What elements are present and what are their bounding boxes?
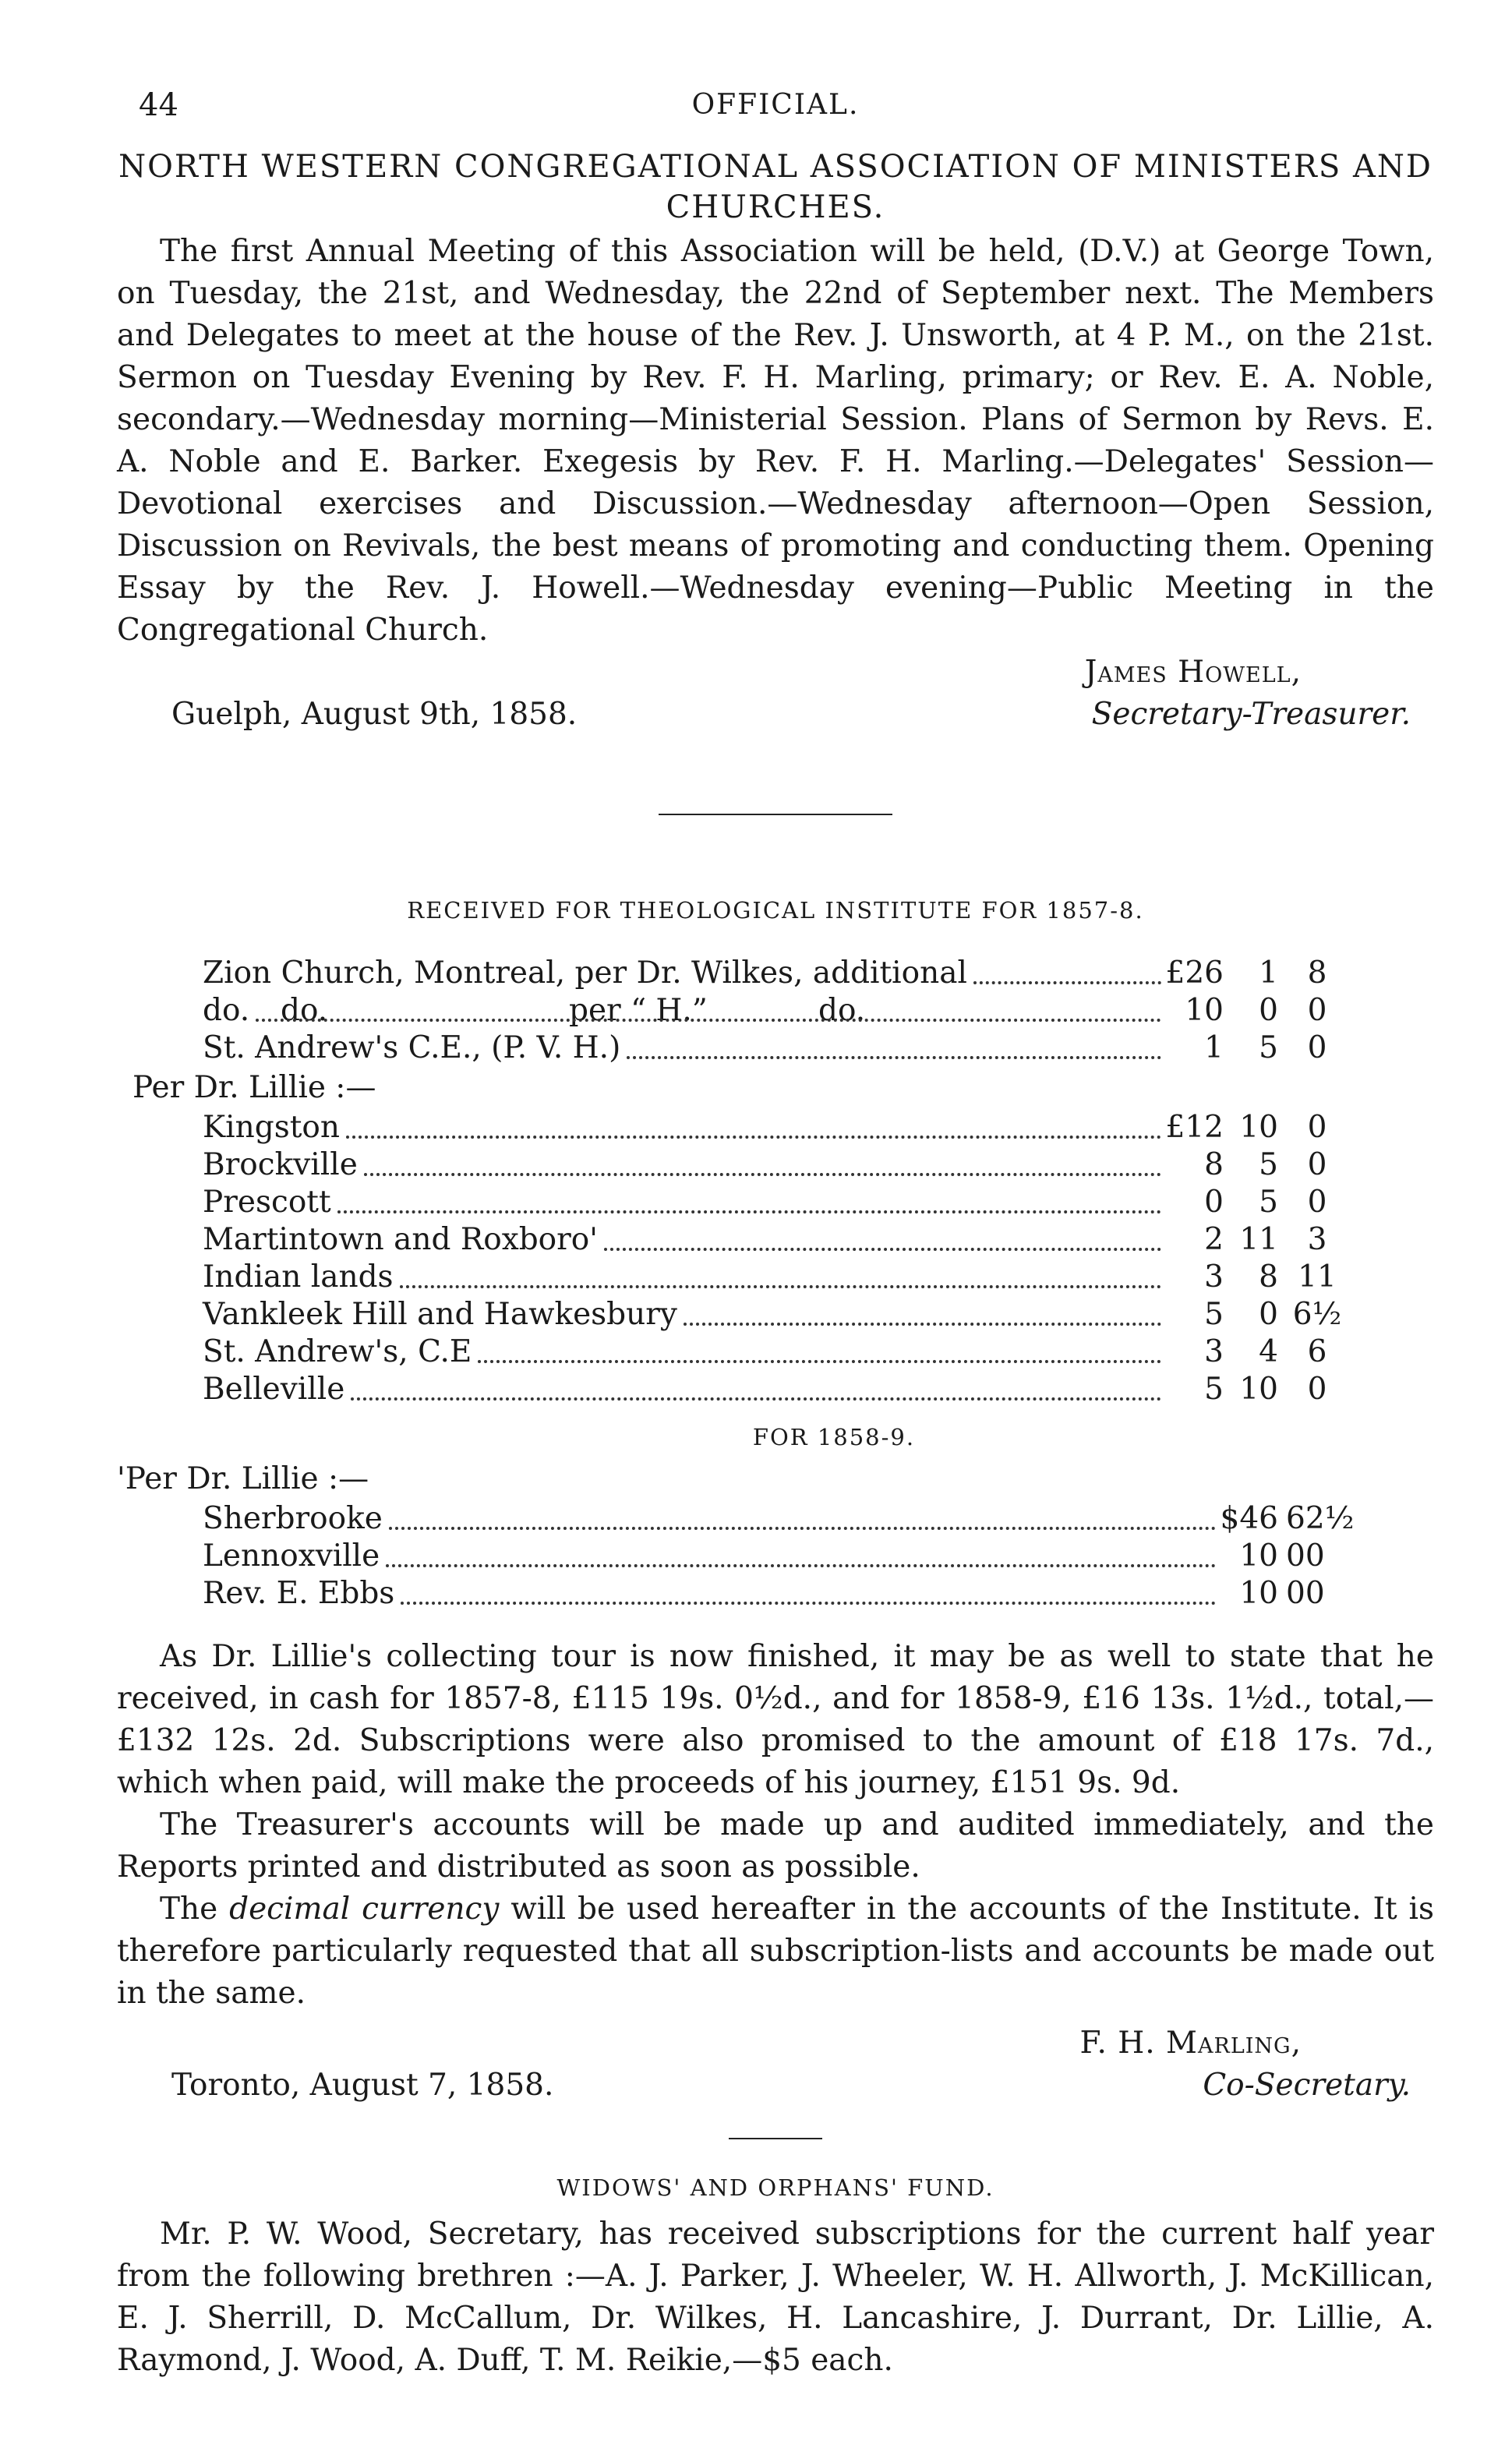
account-row bbox=[117, 1184, 1434, 1221]
dollars-value: 10 bbox=[1239, 1538, 1278, 1574]
dot-leader bbox=[351, 1397, 1161, 1401]
shillings-value: 8 bbox=[1259, 1259, 1278, 1295]
pounds-value: 5 bbox=[1204, 1297, 1224, 1332]
pence-value: 0 bbox=[1307, 1030, 1327, 1065]
shillings-value: 11 bbox=[1239, 1222, 1278, 1257]
account-row bbox=[117, 1538, 1434, 1575]
association-notice-body: The first Annual Meeting of this Association will be held, (D.V.) at George Town, on Tuesday, the 21st, and Wednesday, the 22nd of September next. The Members and Delegates to meet at the house of the Rev. J. Unsworth, at 4 P. M., on the 21st. Sermon on Tuesday Evening by Rev. F. H. Marling, primary; or Rev. E. A. Noble, secondary.—Wednesday morning—Ministerial Session. Plans of Sermon by Revs. E. A. Noble and E. Barker. Exegesis by Rev. F. H. Marling.—Delegates' Session—Devotional exercises and Discussion.—Wednesday afternoon—Open Session, Discussion on Revivals, the best means of promoting and conducting them. Opening Essay by the Rev. J. Howell.—Wednesday evening—Public Meeting in the Congregational Church. bbox=[117, 234, 1434, 648]
account-label: do. bbox=[203, 993, 250, 1028]
account-row bbox=[117, 1030, 1434, 1067]
widows-fund-body: Mr. P. W. Wood, Secretary, has received subscriptions for the current half year from the following brethren :—A. J. Parker, J. Wheeler, W. H. Allworth, J. McKillican, E. J. Sherrill, D. McCallum, Dr. Wilkes, H. Lancashire, J. Durrant, Dr. Lillie, A. Raymond, J. Wood, A. Duff, T. M. Reikie,—$5 each. bbox=[117, 2217, 1434, 2378]
dot-leader bbox=[389, 1527, 1216, 1530]
pounds-value: 1 bbox=[1204, 1030, 1224, 1065]
pence-value: 8 bbox=[1307, 956, 1327, 991]
account-label: Kingston bbox=[203, 1110, 340, 1145]
pence-value: 11 bbox=[1298, 1259, 1337, 1295]
running-header bbox=[117, 84, 1434, 131]
section-divider-2 bbox=[729, 2138, 822, 2139]
dot-leader bbox=[386, 1564, 1216, 1567]
account-label: Zion Church, Montreal, per Dr. Wilkes, additional bbox=[203, 956, 967, 991]
account-label-per: per “ H.” bbox=[569, 993, 708, 1028]
shillings-value: 10 bbox=[1239, 1110, 1278, 1145]
dollars-value: $46 bbox=[1220, 1501, 1278, 1536]
per-dr-lillie-heading-2: 'Per Dr. Lillie :— bbox=[117, 1461, 369, 1496]
dot-leader bbox=[337, 1210, 1161, 1213]
institute-receipts-list bbox=[117, 955, 1434, 1067]
account-row bbox=[117, 1371, 1434, 1408]
decimal-currency-term: decimal currency bbox=[229, 1892, 500, 1927]
account-row bbox=[117, 1333, 1434, 1371]
pence-value: 0 bbox=[1307, 1147, 1327, 1182]
account-row bbox=[117, 992, 1434, 1030]
treasurer-accounts-paragraph: The Treasurer's accounts will be made up and audited immediately, and the Reports printed and distributed as soon as possible. bbox=[117, 1807, 1434, 1885]
shillings-value: 5 bbox=[1259, 1185, 1278, 1220]
notice-place-date: Guelph, August 9th, 1858. bbox=[171, 697, 578, 732]
account-label: Belleville bbox=[203, 1372, 345, 1407]
cents-value: 00 bbox=[1286, 1538, 1325, 1574]
page bbox=[117, 84, 1434, 2382]
association-notice-title: NORTH WESTERN CONGREGATIONAL ASSOCIATION OF MINISTERS AND CHURCHES. bbox=[118, 149, 1433, 225]
account-row bbox=[117, 1296, 1434, 1333]
account-label: St. Andrew's, C.E bbox=[203, 1334, 472, 1369]
dot-leader bbox=[364, 1173, 1161, 1176]
shillings-value: 4 bbox=[1259, 1334, 1278, 1369]
institute-signer-title: Co-Secretary. bbox=[1203, 2068, 1411, 2103]
pounds-value: £12 bbox=[1165, 1110, 1224, 1145]
notice-signer-title: Secretary-Treasurer. bbox=[1091, 697, 1411, 732]
notice-signature-line bbox=[117, 694, 1434, 736]
institute-signature-line bbox=[117, 2065, 1434, 2107]
account-row bbox=[117, 1259, 1434, 1296]
dot-leader bbox=[684, 1323, 1161, 1326]
pence-value: 0 bbox=[1307, 993, 1327, 1028]
cents-value: 00 bbox=[1286, 1576, 1325, 1611]
account-label: Lennoxville bbox=[203, 1538, 380, 1574]
account-label-ditto: do. bbox=[281, 993, 328, 1028]
pence-value: 3 bbox=[1307, 1222, 1327, 1257]
account-label: Indian lands bbox=[203, 1259, 394, 1295]
institute-signer: F. H. Marling, bbox=[1079, 2026, 1302, 2061]
shillings-value: 5 bbox=[1259, 1030, 1278, 1065]
account-label: Vankleek Hill and Hawkesbury bbox=[203, 1297, 677, 1332]
account-row bbox=[117, 1575, 1434, 1613]
section-divider bbox=[659, 814, 892, 815]
pounds-value: 8 bbox=[1204, 1147, 1224, 1182]
institute-heading: RECEIVED FOR THEOLOGICAL INSTITUTE FOR 1857-8. bbox=[407, 897, 1144, 924]
para3-start: The bbox=[160, 1892, 230, 1927]
dollar-receipts-list bbox=[117, 1500, 1434, 1613]
page-number: 44 bbox=[139, 87, 178, 123]
account-row bbox=[117, 1500, 1434, 1538]
pounds-value: 2 bbox=[1204, 1222, 1224, 1257]
pounds-value: 0 bbox=[1204, 1185, 1224, 1220]
shillings-value: 0 bbox=[1259, 993, 1278, 1028]
dot-leader bbox=[400, 1285, 1161, 1288]
account-label: Brockville bbox=[203, 1147, 358, 1182]
pounds-value: 10 bbox=[1185, 993, 1224, 1028]
account-label: Rev. E. Ebbs bbox=[203, 1576, 395, 1611]
year-subheading: FOR 1858-9. bbox=[752, 1424, 916, 1450]
account-label: Martintown and Roxboro' bbox=[203, 1222, 598, 1257]
pence-value: 0 bbox=[1307, 1372, 1327, 1407]
account-label: St. Andrew's C.E., (P. V. H.) bbox=[203, 1030, 621, 1065]
pence-value: 0 bbox=[1307, 1185, 1327, 1220]
dot-leader bbox=[256, 1019, 1161, 1022]
pounds-value: 3 bbox=[1204, 1259, 1224, 1295]
shillings-value: 10 bbox=[1239, 1372, 1278, 1407]
account-row bbox=[117, 1146, 1434, 1184]
dot-leader bbox=[604, 1248, 1161, 1251]
account-row bbox=[117, 955, 1434, 992]
pounds-value: £26 bbox=[1165, 956, 1224, 991]
shillings-value: 0 bbox=[1259, 1297, 1278, 1332]
account-row bbox=[117, 1109, 1434, 1146]
dot-leader bbox=[401, 1602, 1216, 1605]
pence-value: 6 bbox=[1307, 1334, 1327, 1369]
lillie-receipts-list bbox=[117, 1109, 1434, 1408]
pence-value: 0 bbox=[1307, 1110, 1327, 1145]
shillings-value: 1 bbox=[1259, 956, 1278, 991]
notice-signer: James Howell, bbox=[1084, 655, 1302, 690]
dot-leader bbox=[478, 1360, 1161, 1363]
account-row bbox=[117, 1221, 1434, 1259]
per-dr-lillie-heading: Per Dr. Lillie :— bbox=[132, 1070, 376, 1105]
account-label: Sherbrooke bbox=[203, 1501, 383, 1536]
shillings-value: 5 bbox=[1259, 1147, 1278, 1182]
para3-end: will be used hereafter in the accounts of the Institute. It is therefore particularly requested that all subscription-lists and accounts be made out in the same. bbox=[117, 1892, 1435, 2011]
pounds-value: 5 bbox=[1204, 1372, 1224, 1407]
dot-leader bbox=[973, 981, 1161, 984]
dot-leader bbox=[627, 1056, 1161, 1059]
pounds-value: 3 bbox=[1204, 1334, 1224, 1369]
collecting-tour-paragraph: As Dr. Lillie's collecting tour is now finished, it may be as well to state that he received, in cash for 1857-8, £115 19s. 0½d., and for 1858-9, £16 13s. 1½d., total,—£132 12s. 2d. Subscriptions were also promised to the amount of £18 17s. 7d., which when paid, will make the proceeds of his journey, £151 9s. 9d. bbox=[117, 1639, 1434, 1800]
cents-value: 62½ bbox=[1286, 1501, 1355, 1536]
institute-place-date: Toronto, August 7, 1858. bbox=[171, 2068, 554, 2103]
running-head-title: OFFICIAL. bbox=[691, 89, 860, 121]
dot-leader bbox=[346, 1136, 1161, 1139]
widows-fund-heading: WIDOWS' AND ORPHANS' FUND. bbox=[556, 2174, 994, 2201]
account-label-ditto-2: do. bbox=[818, 993, 866, 1028]
account-label: Prescott bbox=[203, 1185, 331, 1220]
pence-value: 6½ bbox=[1292, 1297, 1342, 1332]
decimal-currency-paragraph bbox=[117, 1888, 1434, 2015]
dollars-value: 10 bbox=[1239, 1576, 1278, 1611]
